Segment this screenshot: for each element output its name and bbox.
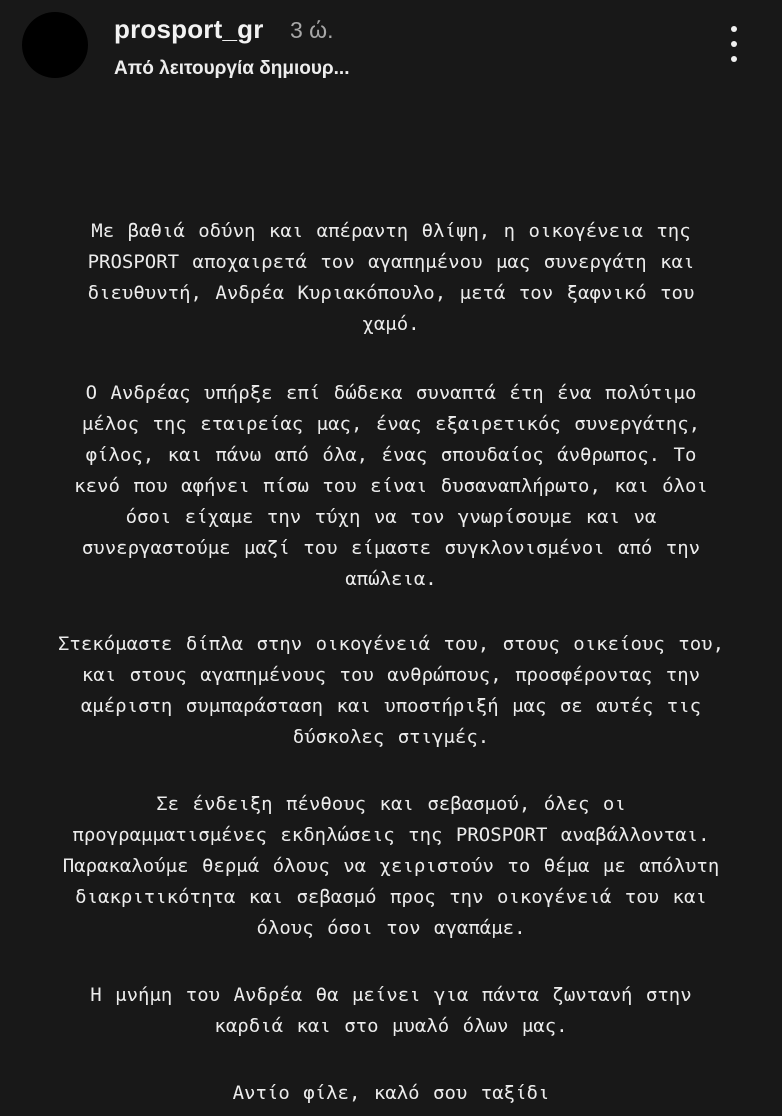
text-line: Με βαθιά οδύνη και απέραντη θλίψη, η οικογένεια της	[91, 220, 691, 242]
text-line: φίλος, και πάνω από όλα, ένας σπουδαίος άνθρωπος. Το	[85, 444, 697, 466]
username[interactable]: prosport_gr	[114, 14, 264, 44]
text-line: δύσκολες στιγμές.	[292, 726, 490, 748]
paragraph-4	[0, 789, 782, 944]
text-line: Στεκόμαστε δίπλα στην οικογένειά του, στους οικείους του,	[57, 633, 725, 655]
avatar[interactable]	[22, 12, 88, 78]
text-line: αμέριστη συμπαράσταση και υποστήριξή μας σε αυτές τις	[80, 695, 702, 717]
text-line: προγραμματισμένες εκδηλώσεις της PROSPORT αναβάλλονται.	[72, 824, 710, 846]
text-line: διακριτικότητα και σεβασμό προς την οικογένειά του και	[75, 886, 707, 908]
text-line: όλους όσοι τον αγαπάμε.	[256, 917, 526, 939]
paragraph-3	[0, 629, 782, 753]
paragraph-1	[0, 216, 782, 340]
paragraph-2	[0, 378, 782, 595]
text-line: απώλεια.	[345, 568, 437, 590]
text-line: Η μνήμη του Ανδρέα θα μείνει για πάντα ζωντανή στην	[90, 984, 692, 1006]
text-line: χαμό.	[362, 313, 420, 335]
post-body	[0, 216, 782, 1109]
more-options-button[interactable]	[716, 22, 752, 68]
text-line: και στους αγαπημένους του ανθρώπους, προσφέροντας την	[81, 664, 701, 686]
text-line: μέλος της εταιρείας μας, ένας εξαιρετικός συνεργάτης,	[81, 413, 701, 435]
post-time: 3 ώ.	[290, 17, 334, 43]
text-line: Αντίο φίλε, καλό σου ταξίδι	[232, 1082, 550, 1104]
text-line: Παρακαλούμε θερμά όλους να χειριστούν το θέμα με απόλυτη	[62, 855, 720, 877]
text-line: κενό που αφήνει πίσω του είναι δυσαναπλήρωτο, και όλοι	[74, 475, 708, 497]
text-line: Σε ένδειξη πένθους και σεβασμού, όλες οι	[156, 793, 626, 815]
text-line: καρδιά και στο μυαλό όλων μας.	[214, 1015, 568, 1037]
post-subtitle[interactable]: Από λειτουργία δημιουρ...	[114, 58, 350, 79]
text-line: Ο Ανδρέας υπήρξε επί δώδεκα συναπτά έτη ένα πολύτιμο	[85, 382, 697, 404]
text-line: διευθυντή, Ανδρέα Κυριακόπουλο, μετά τον ξαφνικό του	[87, 282, 695, 304]
post-header	[0, 0, 782, 90]
text-line: όσοι είχαμε την τύχη να τον γνωρίσουμε και να	[125, 506, 657, 528]
paragraph-5	[0, 980, 782, 1042]
text-line: συνεργαστούμε μαζί του είμαστε συγκλονισμένοι από την	[81, 537, 701, 559]
paragraph-6	[0, 1078, 782, 1109]
text-line: PROSPORT αποχαιρετά τον αγαπημένου μας συνεργάτη και	[87, 251, 695, 273]
